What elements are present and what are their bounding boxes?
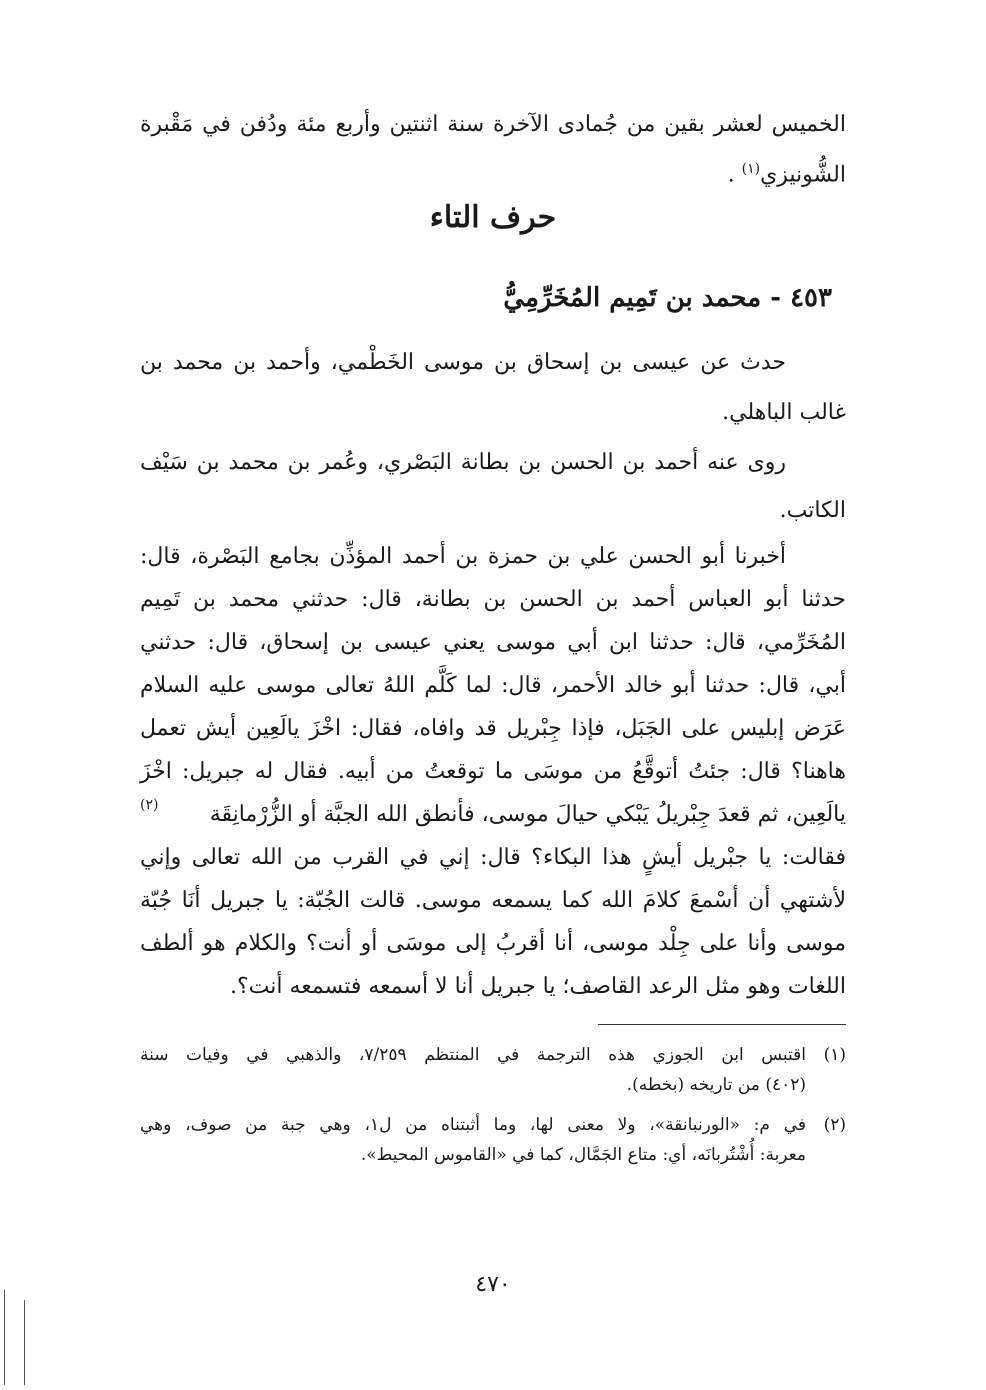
page-number: ٤٧٠ — [475, 1272, 511, 1297]
p3-line-4: أبي، قال: حدثنا أبو خالد الأحمر، قال: لما كَلَّم اللهُ تعالى موسى عليه السلام — [140, 673, 846, 698]
footnote-2-line-1: في م: «الورنبانقة»، ولا معنى لها، وما أثبتناه من ل١، وهي جبة من صوف، وهي — [140, 1115, 806, 1135]
p3-line-6: هاهنا؟ قال: جئتُ أتوقَّعُ من موسَى ما توقعتُ من أبيه. فقال له جبريل: اخْزَ — [140, 759, 846, 784]
footnote-2-line-2: معربة: أُشْتُربانَه، أي: متاع الجَمَّال، كما في «القاموس المحيط». — [360, 1145, 806, 1165]
p2-line-2: الكاتب. — [779, 498, 846, 523]
p3-line-7-text: يالَعِين، ثم قعدَ جِبْريلُ يَبْكي حيالَ موسى، فأنطق الله الجبَّة أو الزُّرْمانِقَة — [209, 802, 846, 827]
footnote-1-line-2: (٤٠٢) من تاريخه (بخطه). — [626, 1075, 806, 1095]
intro-line-2 — [728, 152, 846, 192]
p3-line-1: أخبرنا أبو الحسن علي بن حمزة بن أحمد المؤذِّن بجامع البَصْرة، قال: — [140, 544, 786, 569]
intro-line-1: الخميس لعشر بقين من جُمادى الآخرة سنة اثنتين وأربع مئة ودُفن في مَقْبرة — [140, 112, 846, 137]
p3-line-2: حدثنا أبو العباس أحمد بن الحسن بن بطانة، قال: حدثني محمد بن تَمِيم — [140, 587, 846, 612]
p3-line-7 — [140, 798, 846, 832]
p3-line-9: لأشتهي أن أسْمعَ كلامَ الله كما يسمعه موسى. قالت الجُبّة: يا جبريل أنَا جُبّة — [140, 888, 846, 913]
p3-line-10: موسى وأنا على جِلْد موسى، أنا أقربُ إلى موسَى أو أنت؟ والكلام هو ألطف — [140, 931, 846, 956]
footnote-1-line-1: اقتبس ابن الجوزي هذه الترجمة في المنتظم ٧/٢٥٩، والذهبي في وفيات سنة — [140, 1045, 806, 1065]
footnote-ref-2: (٢) — [140, 797, 159, 813]
entry-title: ٤٥٣ - محمد بن تَمِيم المُخَرِّمِيُّ — [503, 283, 832, 313]
p3-line-3: المُخَرِّمي، قال: حدثنا ابن أبي موسى يعني عيسى بن إسحاق، قال: حدثني — [140, 630, 846, 655]
scan-edge-mark-left — [4, 1290, 5, 1385]
footnote-2-number: (٢) — [823, 1115, 846, 1135]
section-heading: حرف التاء — [429, 200, 557, 235]
p3-line-5: عَرَض إبليس على الجَبَل، فإذا جِبْريل قد وافاه، فقال: اخْزَ يالَعِين أيش تعمل — [140, 716, 846, 741]
p3-line-11: اللغات وهو مثل الرعد القاصف؛ يا جبريل أنا لا أسمعه فتسمعه أنت؟. — [229, 974, 846, 999]
scan-edge-mark-left-2 — [24, 1300, 25, 1385]
p1-line-2: غالب الباهلي. — [722, 400, 846, 425]
intro-line-2-end: . — [727, 162, 735, 188]
p3-line-8: فقالت: يا جبْريل أيشٍ هذا البكاء؟ قال: إني في القرب من الله تعالى وإني — [140, 845, 846, 870]
intro-line-2-text: الشُّونيزي — [760, 162, 846, 188]
footnote-ref-1: (١) — [741, 161, 761, 177]
p1-line-1: حدث عن عيسى بن إسحاق بن موسى الخَطْمي، وأحمد بن محمد بن — [140, 350, 786, 375]
footnote-1-number: (١) — [823, 1045, 846, 1065]
p2-line-1: روى عنه أحمد بن الحسن بن بطانة البَصْري، وعُمر بن محمد بن سَيْف — [140, 450, 786, 475]
footnote-separator — [598, 1024, 846, 1025]
